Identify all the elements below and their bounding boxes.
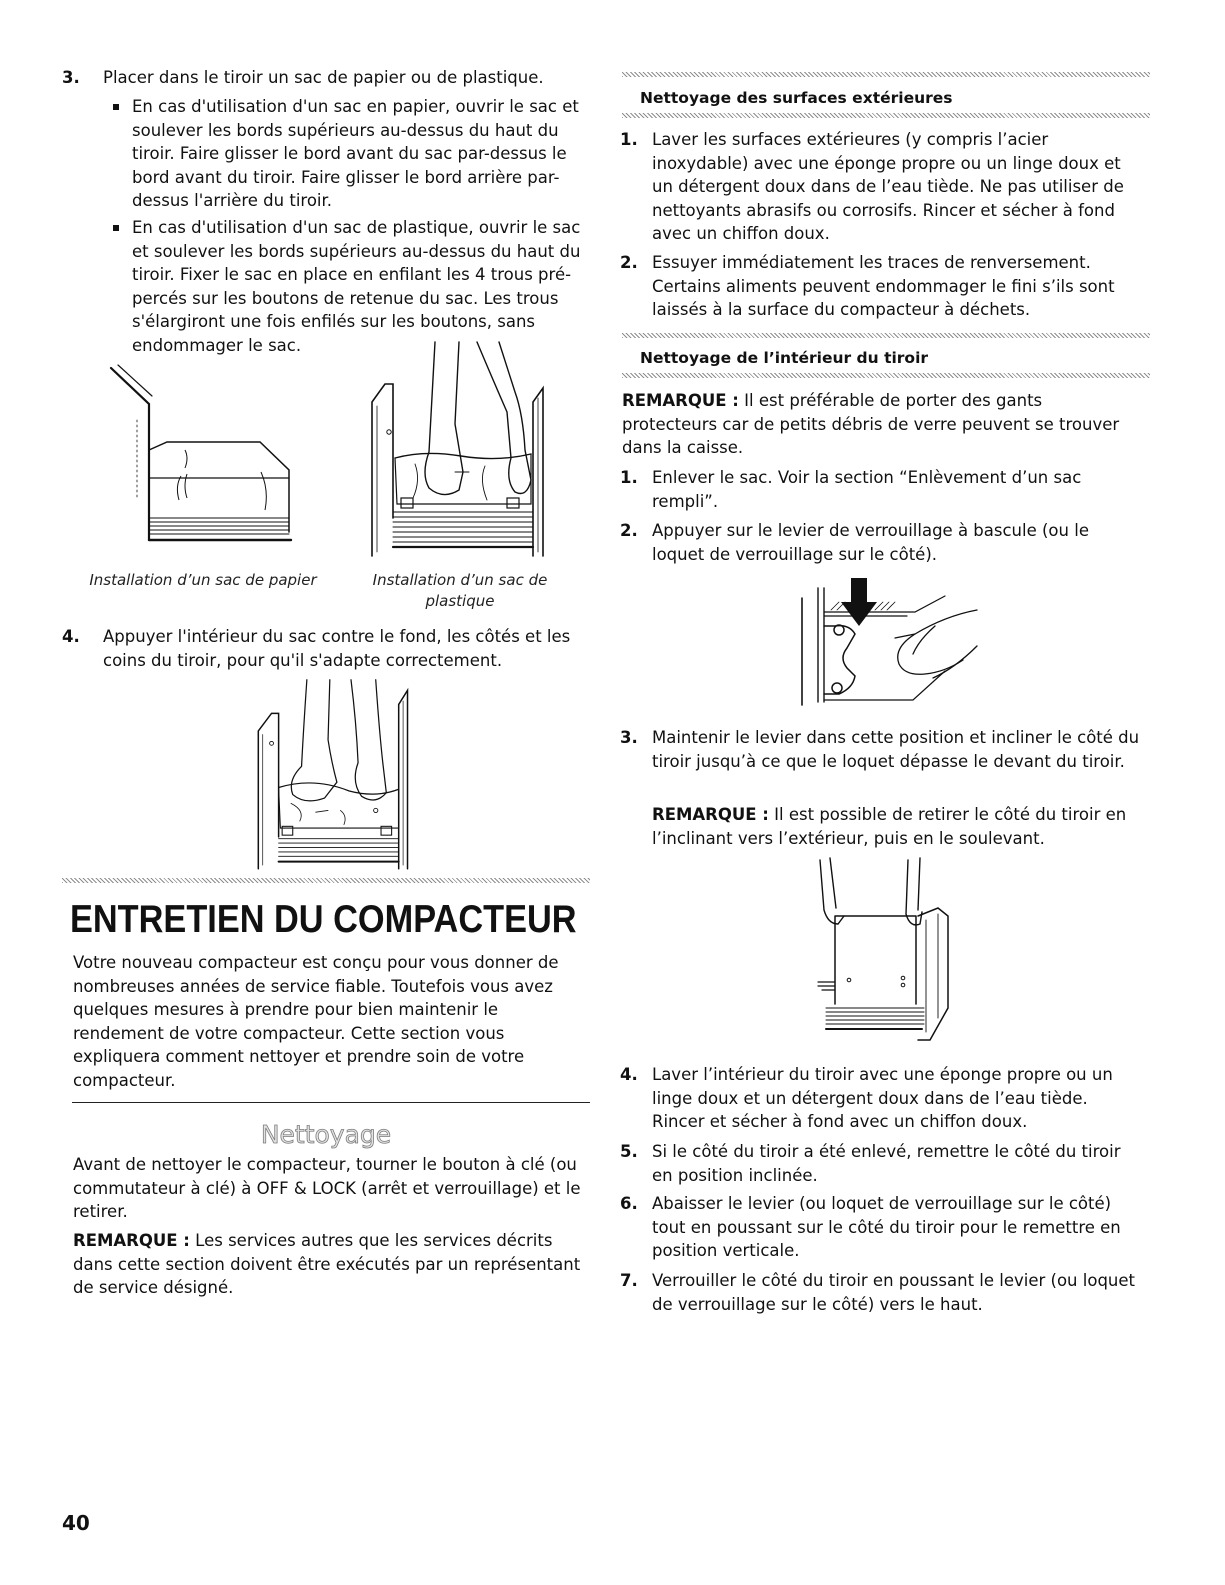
drawer-side-tilt-illustration (812, 858, 960, 1044)
caption-paper-bag: Installation d’un sac de papier (89, 571, 317, 589)
bag-creases (177, 450, 266, 510)
bag-and-drawer (393, 453, 533, 547)
bullet-text: En cas d'utilisation d'un sac de plastique, ouvrir le sac et soulever les bords supérieurs au-dessus du haut du tiroir. Fixer le sac en place en enfilant les 4 trous pré-percés sur les boutons de retenue du sac. Les trous s'élargiront une fois enfilés sur les boutons, sans endommager le sac. (132, 218, 581, 355)
heading-bar-top (622, 333, 1150, 338)
step-number: 4. (620, 1065, 638, 1084)
interior-step-3 (620, 726, 1140, 773)
step-text: Laver les surfaces extérieures (y compris l’acier inoxydable) avec une éponge propre ou un linge doux et un détergent doux dans de l’eau tiède. Ne pas utiliser de nettoyants abrasifs ou corrosifs. Rincer et sécher à fond avec un chiffon doux. (652, 130, 1124, 244)
section-title: ENTRETIEN DU COMPACTEUR (70, 898, 577, 941)
interior-step-5 (620, 1140, 1140, 1187)
note-text: Les services autres que les services décrits dans cette section doivent être exécutés par un représentant de service désigné. (73, 1231, 581, 1298)
step-number: 4. (62, 627, 80, 646)
exterior-cleaning-heading: Nettoyage des surfaces extérieures (640, 89, 953, 107)
exterior-step-2 (620, 251, 1140, 322)
lock-lever-illustration (795, 576, 980, 708)
side-removal-note (652, 803, 1140, 850)
step-text: Essuyer immédiatement les traces de renversement. Certains aliments peuvent endommager le fini s’ils sont laissés à la surface du compacteur à déchets. (652, 253, 1115, 320)
step-number: 1. (620, 130, 638, 149)
drawer-box (818, 916, 924, 1029)
step-text: Laver l’intérieur du tiroir avec une éponge propre ou un linge doux et un détergent doux dans de l’eau tiède. Rincer et sécher à fond avec un chiffon doux. (652, 1065, 1113, 1132)
note-label: REMARQUE : (652, 805, 769, 824)
step-text: Placer dans le tiroir un sac de papier ou de plastique. (103, 68, 544, 87)
interior-step-6 (620, 1192, 1140, 1263)
step-number: 5. (620, 1142, 638, 1161)
note-text: Il est préférable de porter des gants protecteurs car de petits débris de verre peuvent se trouver dans la caisse. (622, 391, 1120, 458)
gloves-note (622, 389, 1134, 460)
page-number: 40 (62, 1511, 90, 1535)
hand (895, 610, 977, 678)
step-number: 3. (620, 728, 638, 747)
step-text: Verrouiller le côté du tiroir en poussant le levier (ou loquet de verrouillage sur le côté) vers le haut. (652, 1271, 1135, 1314)
heading-bar-top (622, 72, 1150, 77)
step-text: Abaisser le levier (ou loquet de verrouillage sur le côté) tout en poussant sur le côté du tiroir pour le remettre en position verticale. (652, 1194, 1121, 1261)
step-number: 6. (620, 1194, 638, 1213)
caption-plastic-bag: Installation d’un sac de plastique (372, 571, 548, 610)
step-text: Enlever le sac. Voir la section “Enlèvement d’un sac rempli”. (652, 468, 1082, 511)
step-text: Appuyer l'intérieur du sac contre le fond, les côtés et les coins du tiroir, pour qu'il s'adapte correctement. (103, 627, 571, 670)
lever (824, 625, 855, 694)
note-label: REMARQUE : (622, 391, 739, 410)
bullet-text: En cas d'utilisation d'un sac en papier, ouvrir le sac et soulever les bords supérieurs au-dessus du haut du tiroir. Faire glisser le bord avant du sac par-dessus le bord avant du tiroir. Faire glisser le bord arrière par-dessus l'arrière du tiroir. (132, 97, 579, 211)
bag-fitting-illustration (252, 678, 420, 874)
interior-step-2 (620, 519, 1140, 566)
horizontal-rule (72, 1102, 590, 1103)
interior-cleaning-heading: Nettoyage de l’intérieur du tiroir (640, 349, 929, 367)
cleaning-intro: Avant de nettoyer le compacteur, tourner le bouton à clé (ou commutateur à clé) à OFF & LOCK (arrêt et verrouillage) et le retirer. (73, 1155, 581, 1222)
exterior-step-1 (620, 128, 1140, 246)
step-number: 2. (620, 521, 638, 540)
step-text: Si le côté du tiroir a été enlevé, remettre le côté du tiroir en position inclinée. (652, 1142, 1121, 1185)
bag-and-drawer (279, 783, 399, 862)
interior-step-1 (620, 466, 1140, 513)
step-3 (62, 66, 588, 90)
drawer-panels (372, 384, 543, 556)
hands (425, 342, 531, 495)
intro-paragraph: Votre nouveau compacteur est conçu pour vous donner de nombreuses années de service fiable. Toutefois vous avez quelques mesures à prendre pour bien maintenir le rendement de votre compacteur. Cette section vous expliquera comment nettoyer et prendre soin de votre compacteur. (73, 953, 559, 1090)
paper-bag-installation-illustration (105, 362, 295, 564)
section-divider (62, 878, 590, 883)
bullet-paper-bag (113, 95, 590, 213)
plastic-bag-installation-illustration (365, 340, 555, 562)
heading-bar-bottom (622, 373, 1150, 378)
step-number: 3. (62, 68, 80, 87)
interior-step-4 (620, 1063, 1140, 1134)
step-number: 7. (620, 1271, 638, 1290)
bullet-marker (113, 104, 119, 110)
step-number: 1. (620, 468, 638, 487)
step-number: 2. (620, 253, 638, 272)
step-text: Maintenir le levier dans cette position et incliner le côté du tiroir jusqu’à ce que le loquet dépasse le devant du tiroir. (652, 728, 1140, 771)
step-4 (62, 625, 588, 672)
heading-bar-bottom (622, 113, 1150, 118)
subsection-title: Nettoyage (260, 1120, 392, 1149)
note-text: Il est possible de retirer le côté du tiroir en l’inclinant vers l’extérieur, puis en le soulevant. (652, 805, 1127, 848)
bullet-marker (113, 225, 119, 231)
step-text: Appuyer sur le levier de verrouillage à bascule (ou le loquet de verrouillage sur le côté). (652, 521, 1089, 564)
interior-step-7 (620, 1269, 1140, 1316)
bullet-plastic-bag (113, 216, 590, 358)
drawer-outline (111, 365, 291, 540)
note-label: REMARQUE : (73, 1231, 190, 1250)
hands (820, 858, 922, 925)
down-arrow-icon (841, 578, 877, 626)
service-note (73, 1229, 591, 1300)
